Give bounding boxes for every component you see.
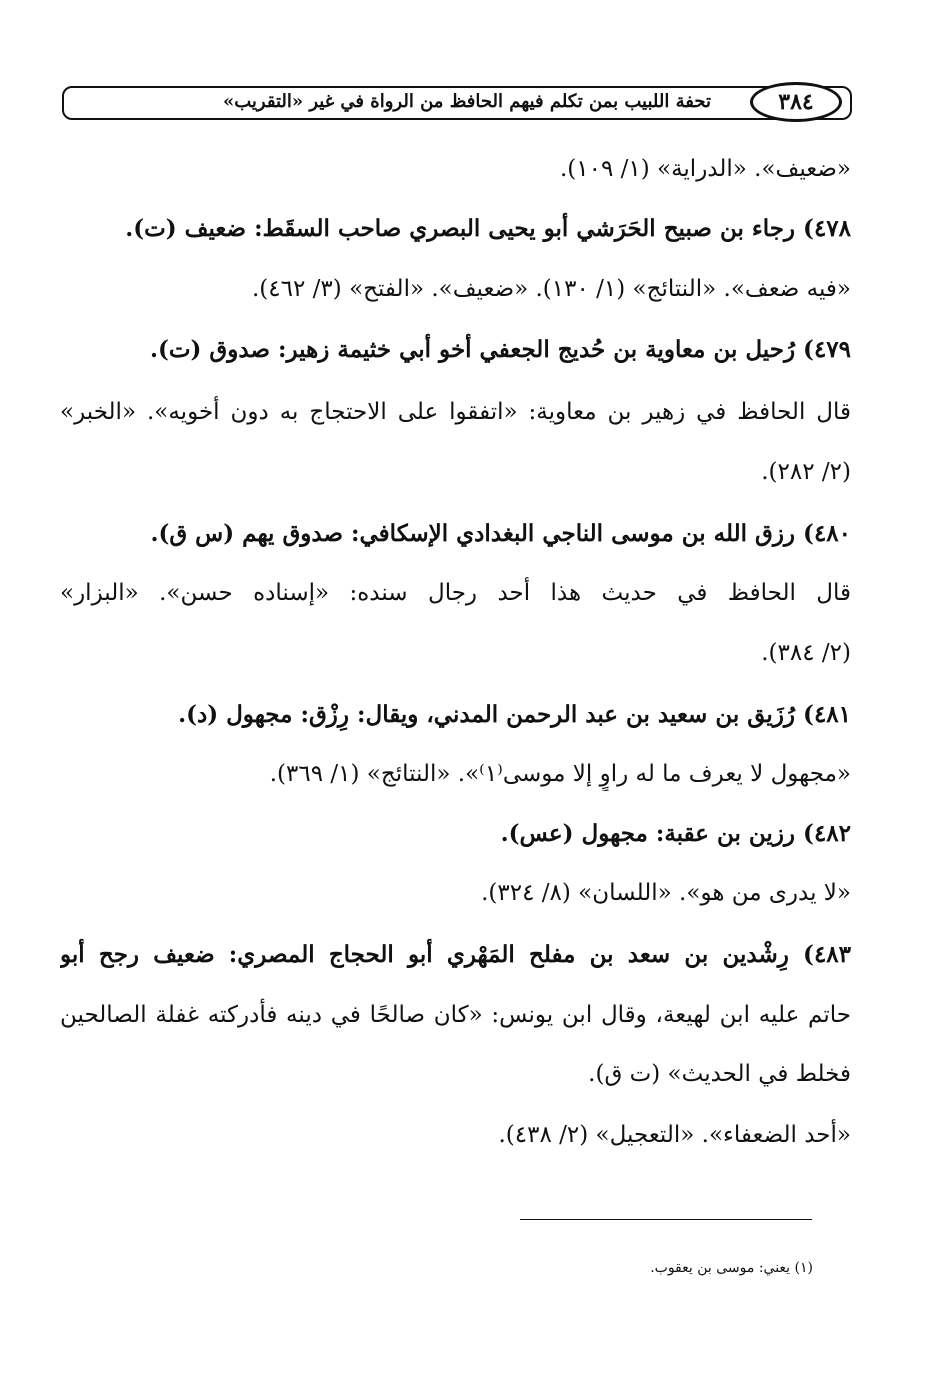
text-line: «أحد الضعفاء». «التعجيل» (٢/ ٤٣٨). bbox=[498, 1122, 851, 1148]
page-header bbox=[62, 86, 852, 120]
entry-478: ٤٧٨) رجاء بن صبيح الحَرَشي أبو يحيى البصري صاحب السقَط: ضعيف (ت). bbox=[125, 215, 851, 242]
text-line: (٢/ ٢٨٢). bbox=[761, 459, 851, 485]
text-line: فخلط في الحديث» (ت ق). bbox=[588, 1061, 851, 1087]
entry-480: ٤٨٠) رزق الله بن موسى الناجي البغدادي الإسكافي: صدوق يهم (س ق). bbox=[150, 520, 851, 547]
text-line: قال الحافظ في حديث هذا أحد رجال سنده: «إسناده حسن». «البزار» bbox=[60, 580, 851, 606]
text-line: قال الحافظ في زهير بن معاوية: «اتفقوا على الاحتجاج به دون أخويه». «الخبر» bbox=[60, 399, 851, 425]
book-title: تحفة اللبيب بمن تكلم فيهم الحافظ من الرواة في غير «التقريب» bbox=[222, 91, 712, 112]
text-line: «فيه ضعف». «النتائج» (١/ ١٣٠). «ضعيف». «الفتح» (٣/ ٤٦٢). bbox=[252, 276, 851, 302]
footnote-divider bbox=[520, 1219, 812, 1220]
entry-482: ٤٨٢) رزين بن عقبة: مجهول (عس). bbox=[500, 820, 851, 847]
page-number: ٣٨٤ bbox=[750, 82, 842, 122]
entry-479: ٤٧٩) رُحيل بن معاوية بن حُديج الجعفي أخو أبي خثيمة زهير: صدوق (ت). bbox=[150, 336, 851, 363]
text-line: حاتم عليه ابن لهيعة، وقال ابن يونس: «كان صالحًا في دينه فأدركته غفلة الصالحين bbox=[60, 1002, 851, 1028]
text-line: (٢/ ٣٨٤). bbox=[761, 640, 851, 666]
entry-481: ٤٨١) رُزَيق بن سعيد بن عبد الرحمن المدني، ويقال: رِزْق: مجهول (د). bbox=[178, 701, 851, 728]
text-line: «مجهول لا يعرف ما له راوٍ إلا موسى⁽١⁾». «النتائج» (١/ ٣٦٩). bbox=[269, 761, 851, 787]
entry-483: ٤٨٣) رِشْدين بن سعد بن مفلح المَهْري أبو الحجاج المصري: ضعيف رجح أبو bbox=[60, 941, 851, 968]
footnote: (١) يعني: موسى بن يعقوب. bbox=[650, 1260, 813, 1276]
text-line: «ضعيف». «الدراية» (١/ ١٠٩). bbox=[559, 156, 851, 182]
text-line: «لا يدرى من هو». «اللسان» (٨/ ٣٢٤). bbox=[481, 880, 851, 906]
